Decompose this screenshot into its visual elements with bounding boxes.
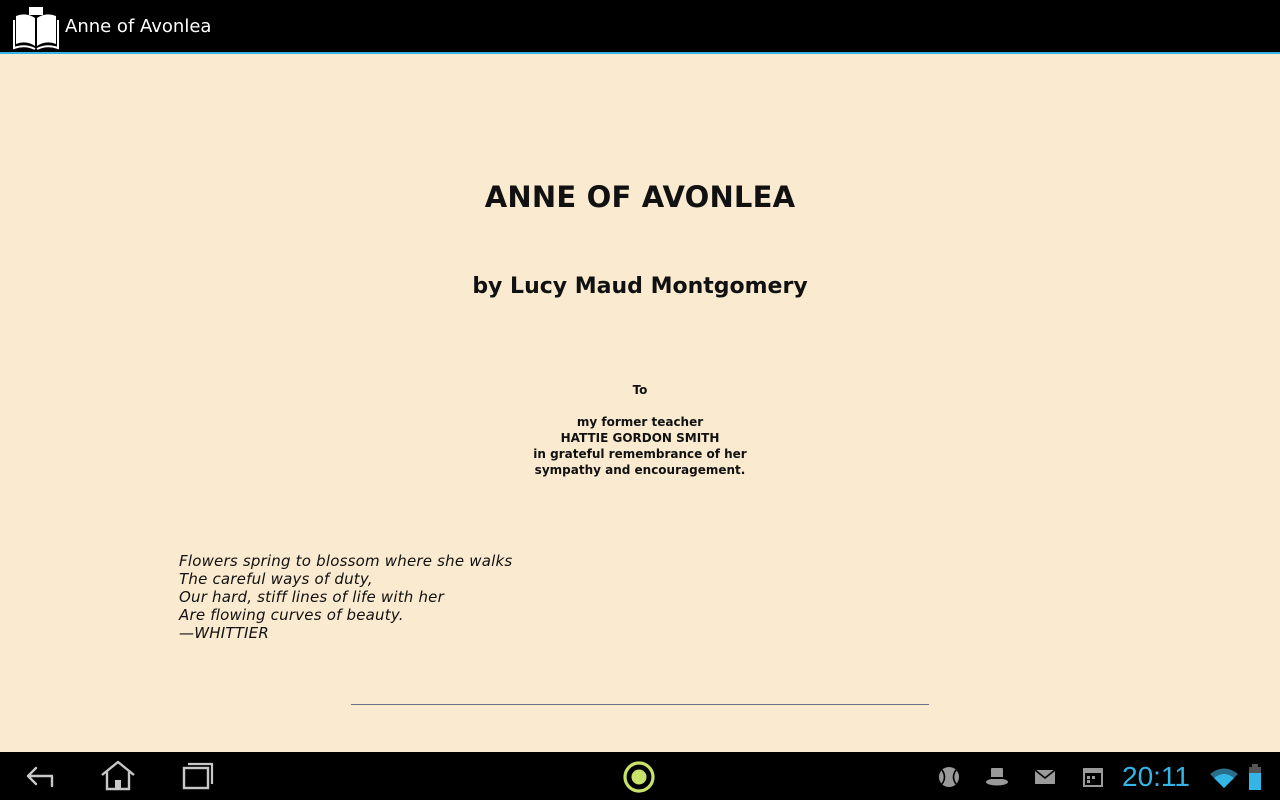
epigraph-poem xyxy=(179,552,512,642)
app-menu-icon[interactable] xyxy=(620,758,658,796)
book-page[interactable] xyxy=(0,56,1280,752)
dedication-line: my former teacher xyxy=(576,415,704,429)
dedication-text xyxy=(0,414,1280,478)
top-hat-icon[interactable] xyxy=(985,765,1009,789)
poem-line: The careful ways of duty, xyxy=(179,570,373,588)
poem-line: Our hard, stiff lines of life with her xyxy=(179,588,444,606)
dedication-to: To xyxy=(632,383,648,397)
back-icon[interactable] xyxy=(20,758,60,794)
poem-line: Are flowing curves of beauty. xyxy=(179,606,404,624)
poem-line: Flowers spring to blossom where she walks xyxy=(179,552,513,570)
dedication-line: sympathy and encouragement. xyxy=(534,463,746,477)
calendar-icon[interactable] xyxy=(1081,765,1105,789)
home-icon[interactable] xyxy=(98,758,138,794)
book-author: by Lucy Maud Montgomery xyxy=(472,274,808,299)
battery-icon xyxy=(1248,764,1262,790)
mail-icon[interactable] xyxy=(1033,765,1057,789)
dedication-line: in grateful remembrance of her xyxy=(533,447,747,461)
section-divider xyxy=(351,704,929,705)
dedication-line: HATTIE GORDON SMITH xyxy=(560,431,720,445)
status-clock[interactable]: 20:11 xyxy=(1122,761,1190,792)
baseball-icon[interactable] xyxy=(937,765,961,789)
wifi-icon xyxy=(1209,766,1239,790)
poem-attribution: —WHITTIER xyxy=(179,624,269,642)
recent-apps-icon[interactable] xyxy=(178,758,218,794)
open-book-icon[interactable] xyxy=(12,6,60,50)
system-bar xyxy=(0,752,1280,800)
action-bar xyxy=(0,0,1280,54)
app-title: Anne of Avonlea xyxy=(65,16,212,37)
book-title: ANNE OF AVONLEA xyxy=(484,180,796,214)
